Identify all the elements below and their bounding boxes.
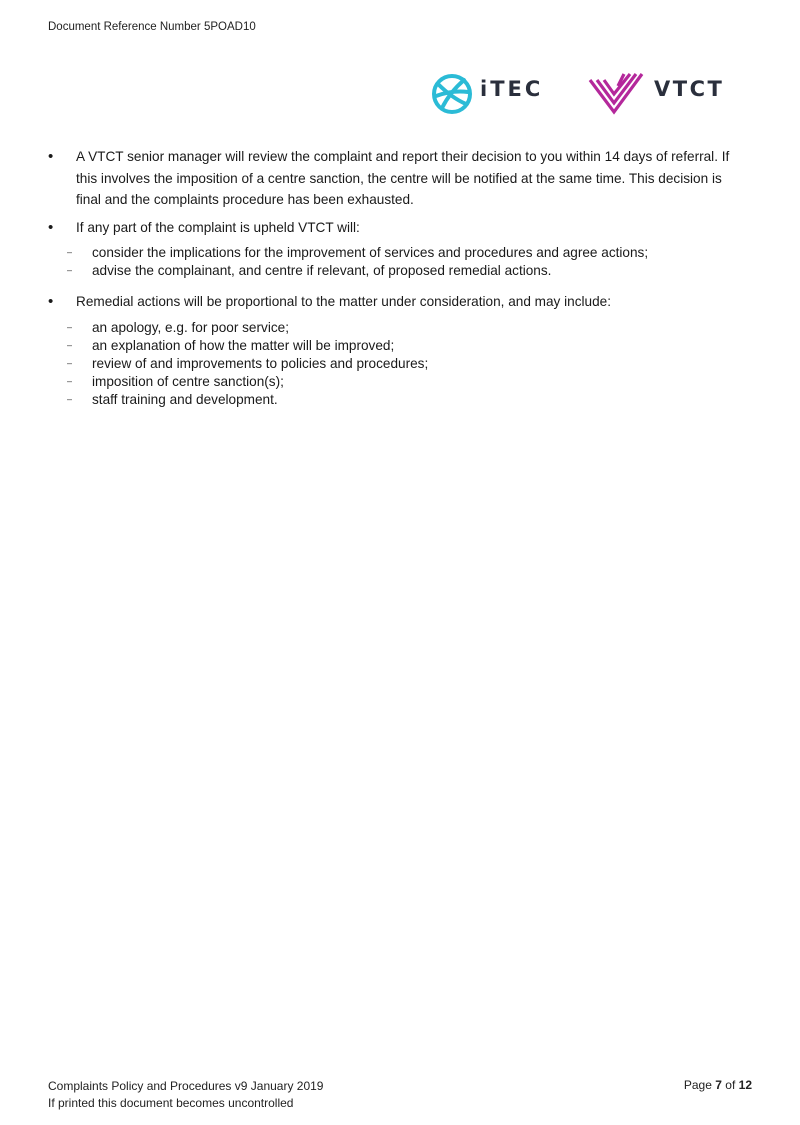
sub-list-text: consider the implications for the improvement of services and procedures and agree actions;: [92, 245, 649, 260]
bullet-text: If any part of the complaint is upheld VTCT will:: [76, 219, 360, 235]
sub-list-item: [67, 319, 748, 337]
document-body: [48, 146, 748, 420]
sub-list-text: advise the complainant, and centre if relevant, of proposed remedial actions.: [92, 263, 552, 278]
sub-list-text: review of and improvements to policies and procedures;: [92, 355, 429, 371]
vtct-chevron-icon: [588, 72, 644, 116]
dash-icon: –: [67, 357, 73, 368]
sub-list-text: an apology, e.g. for poor service;: [92, 319, 289, 335]
sub-list-item: [67, 373, 748, 391]
page-prefix: Page: [683, 1078, 712, 1092]
page-current: 7: [715, 1078, 722, 1092]
document-reference: Document Reference Number 5POAD10: [48, 21, 256, 33]
dash-icon: –: [67, 247, 73, 257]
itec-logo-text: iTEC: [480, 77, 544, 101]
sub-list-item: [67, 391, 748, 409]
sub-list-item: [67, 244, 748, 262]
sub-list-text: an explanation of how the matter will be improved;: [92, 337, 395, 353]
sub-list: [48, 244, 748, 280]
bullet-dot-icon: •: [48, 293, 54, 310]
bullet-dot-icon: •: [48, 218, 54, 236]
page-total: 12: [738, 1078, 752, 1092]
sub-list-text: imposition of centre sanction(s);: [92, 373, 284, 389]
sub-list-text: staff training and development.: [92, 391, 278, 407]
bullet-text: Remedial actions will be proportional to the matter under consideration, and may include:: [76, 294, 611, 309]
sub-list-item: [67, 262, 748, 280]
page-of: of: [725, 1078, 736, 1092]
dash-icon: –: [67, 339, 73, 350]
dash-icon: –: [67, 393, 73, 404]
footer-notice: If printed this document becomes uncontrolled: [48, 1096, 294, 1110]
footer-title: Complaints Policy and Procedures v9 January 2019: [48, 1079, 324, 1093]
page-number: [684, 1078, 752, 1092]
dash-icon: –: [67, 375, 73, 386]
bullet-item: [48, 146, 748, 211]
vtct-logo-text: VTCT: [654, 77, 725, 101]
itec-globe-icon: [428, 70, 476, 118]
bullet-text: A VTCT senior manager will review the complaint and report their decision to you within 14 days of referral. If this involves the imposition of a centre sanction, the centre will be notified at the same time. This decision is final and the complaints procedure has been exhausted.: [76, 149, 730, 207]
footer-left: [48, 1078, 323, 1112]
dash-icon: –: [67, 265, 73, 275]
sub-list-item: [67, 337, 748, 355]
bullet-item: [48, 217, 748, 239]
sub-list: [48, 319, 748, 409]
dash-icon: –: [67, 321, 73, 332]
bullet-item: [48, 291, 748, 313]
header-logos: [428, 66, 738, 122]
sub-list-item: [67, 355, 748, 373]
bullet-dot-icon: •: [48, 148, 54, 165]
